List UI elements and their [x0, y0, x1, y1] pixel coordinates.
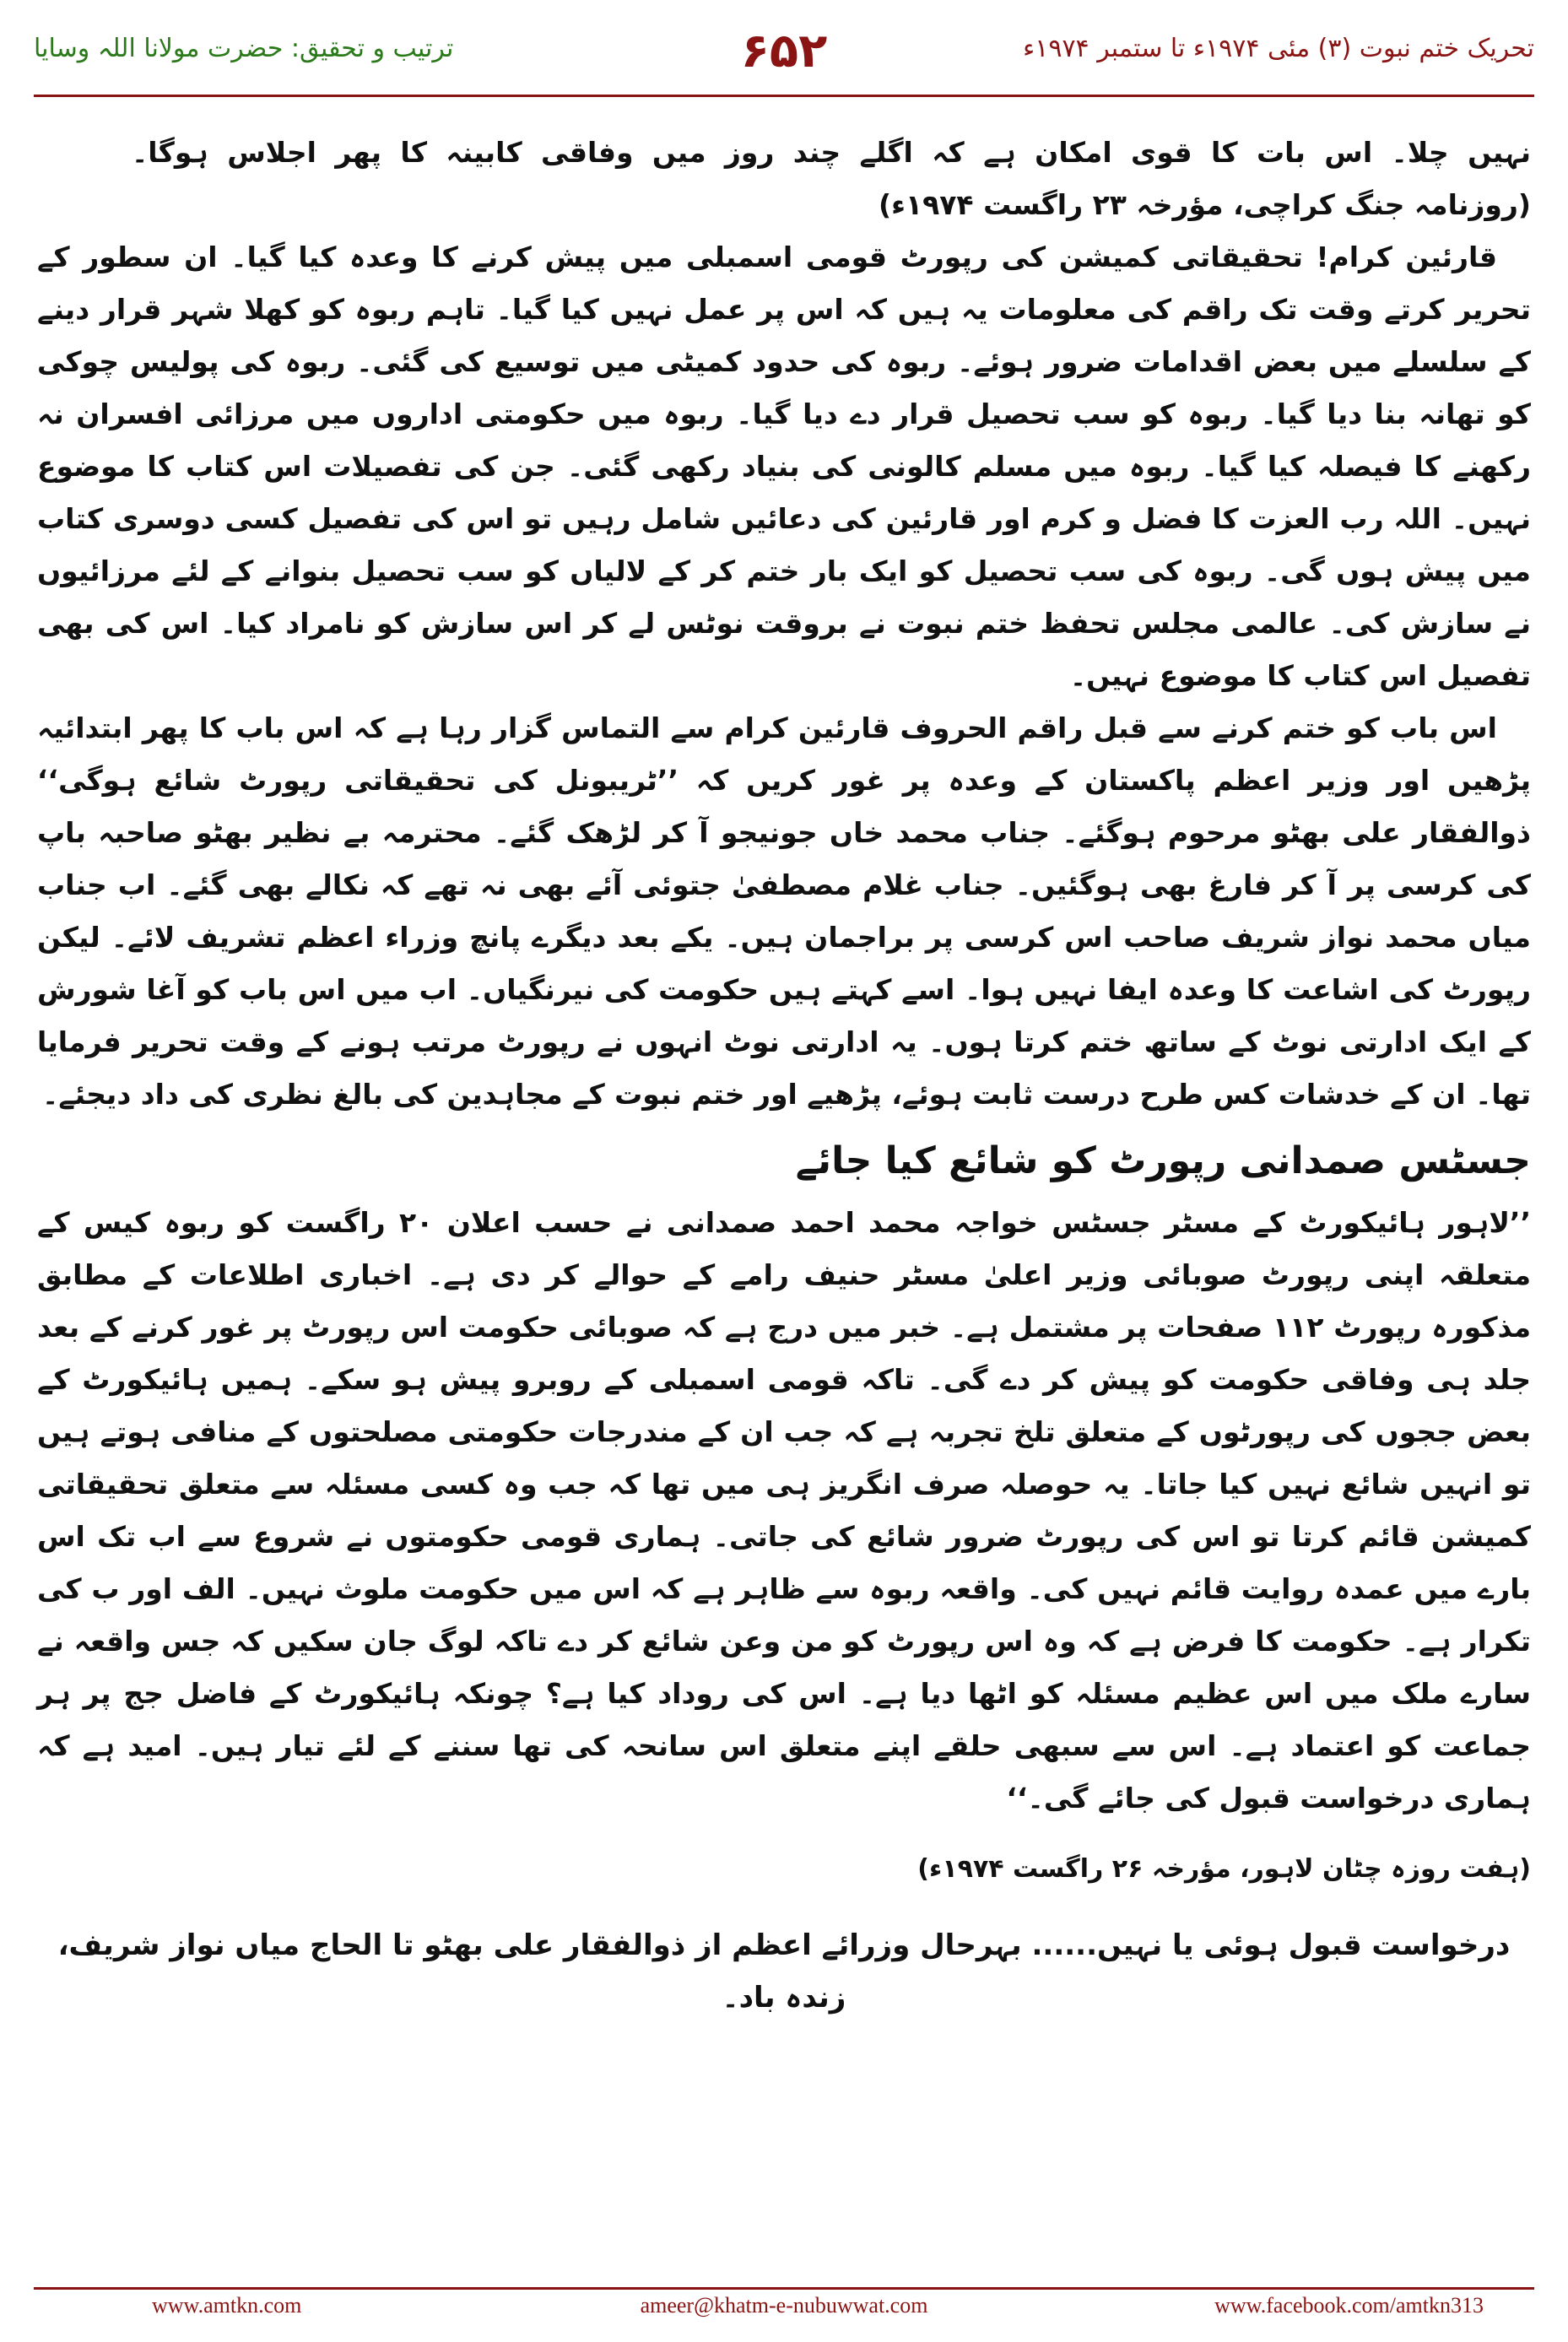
- page-header: [34, 24, 1534, 91]
- quoted-editorial: ’’لاہور ہائیکورٹ کے مسٹر جسٹس خواجہ محمد احمد صمدانی نے حسب اعلان ۲۰ راگست کو ربوہ کیس کے متعلقہ اپنی رپورٹ صوبائی وزیر اعلیٰ مسٹر حنیف رامے کے حوالے کر دی ہے۔ اخباری اطلاعات کے مطابق مذکورہ رپورٹ ۱۱۲ صفحات پر مشتمل ہے۔ خبر میں درج ہے کہ صوبائی حکومت اس رپورٹ پر غور کرنے کے بعد جلد ہی وفاقی حکومت کو پیش کر دے گی۔ تاکہ قومی اسمبلی کے روبرو پیش ہو سکے۔ ہمیں ہائیکورٹ کے بعض ججوں کی رپورٹوں کے متعلق تلخ تجربہ ہے کہ جب ان کے مندرجات حکومتی مصلحتوں کے منافی ہوتے ہیں تو انہیں شائع نہیں کیا جاتا۔ یہ حوصلہ صرف انگریز ہی میں تھا کہ جب وہ کسی مسئلہ سے متعلق تحقیقاتی کمیشن قائم کرتا تو اس کی رپورٹ ضرور شائع کی جاتی۔ ہماری قومی حکومتوں نے شروع سے اب تک اس بارے میں عمدہ روایت قائم نہیں کی۔ واقعہ ربوہ سے ظاہر ہے کہ اس میں حکومت ملوث نہیں۔ الف اور ب کی تکرار ہے۔ حکومت کا فرض ہے کہ وہ اس رپورٹ کو من وعن شائع کر دے تاکہ لوگ جان سکیں کہ جس واقعہ نے سارے ملک میں اس عظیم مسئلہ کو اٹھا دیا ہے۔ اس کی روداد کیا ہے؟ چونکہ ہائیکورٹ کے فاضل جج پر ہر جماعت کو اعتماد ہے۔ اس سے سبھی حلقے اپنے متعلق اس سانحہ کی تھا سننے کے لئے تیار ہیں۔ امید ہے کہ ہماری درخواست قبول کی جائے گی۔‘‘: [37, 1206, 1532, 1815]
- page-footer: [34, 2293, 1534, 2327]
- website-link[interactable]: www.amtkn.com: [152, 2293, 302, 2318]
- footer-divider: [34, 2287, 1534, 2290]
- reference-chattan: (ہفت روزہ چٹان لاہور، مؤرخہ ۲۶ راگست ۱۹۷۴ء): [917, 1854, 1531, 1884]
- paragraph-2: قارئین کرام! تحقیقاتی کمیشن کی رپورٹ قومی اسمبلی میں پیش کرنے کا وعدہ کیا گیا۔ ان سطور کے تحریر کرتے وقت تک راقم کی معلومات یہ ہیں کہ اس پر عمل نہیں کیا گیا۔ تاہم ربوہ کو کھلا شہر قرار دینے کے سلسلے میں بعض اقدامات ضرور ہوئے۔ ربوہ کی حدود کمیٹی میں توسیع کی گئی۔ ربوہ کی پولیس چوکی کو تھانہ بنا دیا گیا۔ ربوہ کو سب تحصیل قرار دے دیا گیا۔ ربوہ میں حکومتی اداروں میں مرزائی افسران نہ رکھنے کا فیصلہ کیا گیا۔ ربوہ میں مسلم کالونی کی بنیاد رکھی گئی۔ جن کی تفصیلات اس کتاب کا موضوع نہیں۔ اللہ رب العزت کا فضل و کرم اور قارئین کی دعائیں شامل رہیں تو اس کی تفصیل کسی دوسری کتاب میں پیش ہوں گی۔ ربوہ کی سب تحصیل کو ایک بار ختم کر کے لالیاں کو سب تحصیل بنوانے کے لئے مرزائیوں نے سازش کی۔ عالمی مجلس تحفظ ختم نبوت نے بروقت نوٹس لے کر اس سازش کو نامراد کیا۔ اس کی بھی تفصیل اس کتاب کا موضوع نہیں۔: [37, 241, 1531, 692]
- page-content: [37, 127, 1531, 2024]
- paragraph-1-text: نہیں چلا۔ اس بات کا قوی امکان ہے کہ اگلے چند روز میں وفاقی کابینہ کا پھر اجلاس ہوگا۔: [131, 136, 1531, 169]
- page-number: ۶۵۲: [740, 24, 828, 78]
- paragraph-1: [37, 127, 1531, 231]
- compiler-credit: ترتیب و تحقیق: حضرت مولانا اللہ وسایا: [34, 34, 454, 63]
- paragraph-3: اس باب کو ختم کرنے سے قبل راقم الحروف قارئین کرام سے التماس گزار رہا ہے کہ اس باب کا پھر ابتدائیہ پڑھیں اور وزیر اعظم پاکستان کے وعدہ پر غور کریں کہ ’’ٹریبونل کی تحقیقاتی رپورٹ شائع ہوگی‘‘ ذوالفقار علی بھٹو مرحوم ہوگئے۔ جناب محمد خاں جونیجو آ کر لڑھک گئے۔ محترمہ بے نظیر بھٹو صاحبہ باپ کی کرسی پر آ کر فارغ بھی ہوگئیں۔ جناب غلام مصطفیٰ جتوئی آئے بھی نہ تھے کہ نکالے بھی گئے۔ اب جناب میاں محمد نواز شریف صاحب اس کرسی پر براجمان ہیں۔ یکے بعد دیگرے پانچ وزراء اعظم تشریف لائے۔ لیکن رپورٹ کی اشاعت کا وعدہ ایفا نہیں ہوا۔ اسے کہتے ہیں حکومت کی نیرنگیاں۔ اب میں اس باب کو آغا شورش کے ایک ادارتی نوٹ کے ساتھ ختم کرتا ہوں۔ یہ ادارتی نوٹ انہوں نے رپورٹ مرتب ہونے کے وقت تحریر فرمایا تھا۔ ان کے خدشات کس طرح درست ثابت ہوئے، پڑھیے اور ختم نبوت کے مجاہدین کی بالغ نظری کی داد دیجئے۔: [37, 711, 1531, 1111]
- email-link[interactable]: ameer@khatm-e-nubuwwat.com: [640, 2293, 928, 2318]
- closing-line: درخواست قبول ہوئی یا نہیں...... بہرحال وزرائے اعظم از ذوالفقار علی بھٹو تا الحاج میاں نواز شریف، زندہ باد۔: [57, 1928, 1511, 2015]
- header-divider: [34, 95, 1534, 97]
- reference-jang: (روزنامہ جنگ کراچی، مؤرخہ ۲۳ راگست ۱۹۷۴ء): [879, 188, 1531, 221]
- section-heading: جسٹس صمدانی رپورٹ کو شائع کیا جائے: [795, 1139, 1531, 1182]
- book-title: تحریک ختم نبوت (۳) مئی ۱۹۷۴ء تا ستمبر ۱۹۷۴ء: [1023, 34, 1534, 63]
- facebook-link[interactable]: www.facebook.com/amtkn313: [1214, 2293, 1484, 2318]
